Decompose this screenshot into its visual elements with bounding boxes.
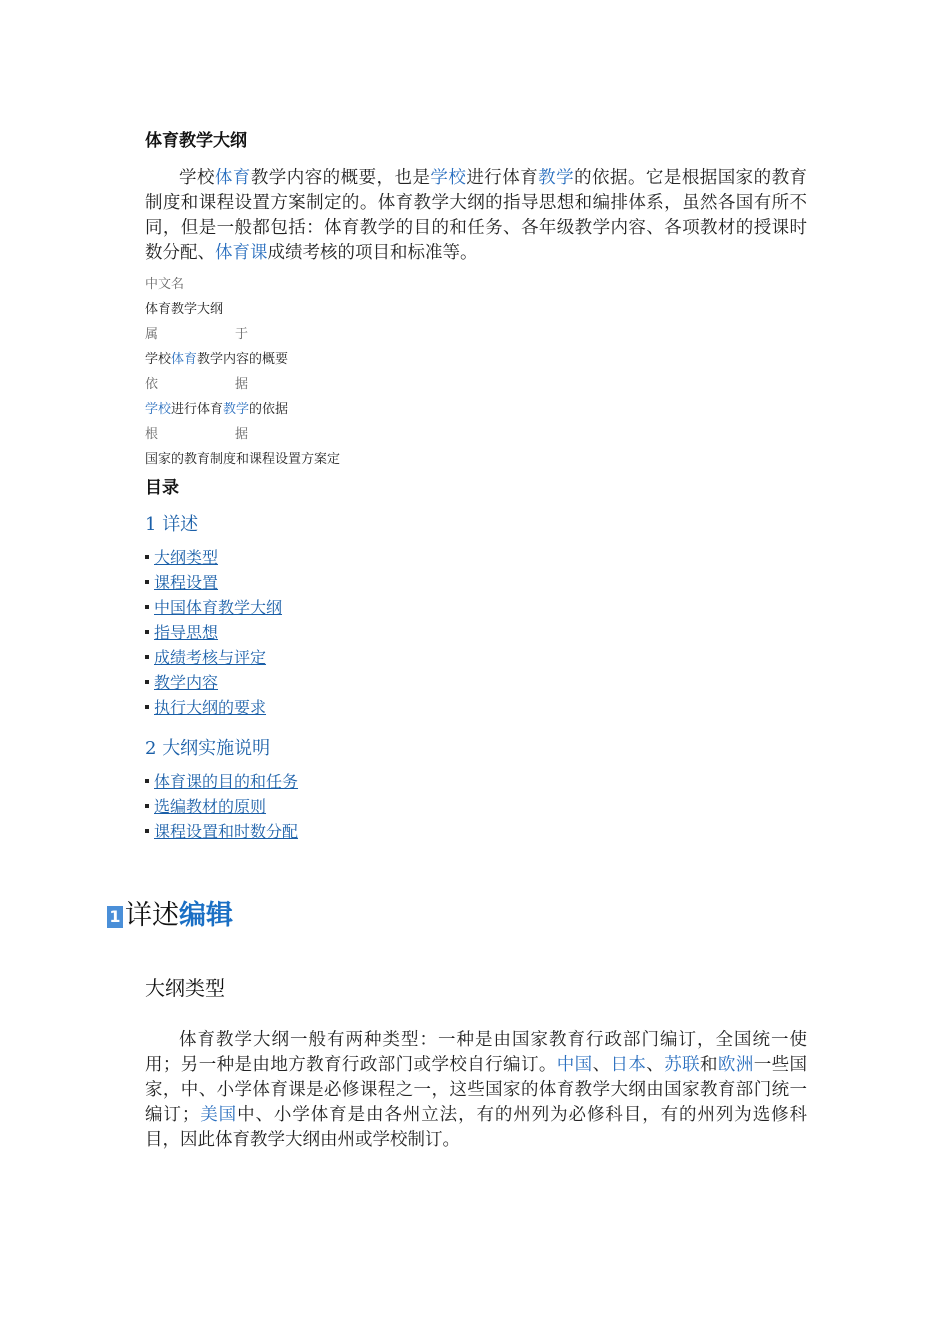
toc-link[interactable]: 选编教材的原则: [154, 797, 267, 816]
toc-link[interactable]: 成绩考核与评定: [154, 648, 267, 667]
link-usa[interactable]: 美国: [199, 1105, 238, 1125]
intro-text: 的依据。它是根据国家的教育制度和课程设置方案制定的。体育教学大纲的指导思想和编排体系，虽然各国有所不同，但是一般都包括：体育教学的目的和任务、各年级教学内容、各项教材的授课时数分配、: [145, 168, 808, 263]
toc-link[interactable]: 体育课的目的和任务: [154, 772, 299, 791]
link-tiyuke[interactable]: 体育课: [215, 243, 268, 263]
info-text: 学校: [145, 352, 172, 367]
info-text: 进行体育: [171, 402, 224, 417]
intro-text: 进行体育: [466, 168, 539, 188]
link-jiaoxue[interactable]: 教学: [538, 168, 575, 188]
toc-link[interactable]: 课程设置: [154, 573, 219, 592]
intro-text: 学校: [179, 168, 215, 188]
bullet-icon: [145, 829, 149, 833]
body-text: 、: [646, 1055, 665, 1075]
toc-section-2[interactable]: [145, 734, 270, 760]
body-text: 、: [592, 1055, 611, 1075]
link-tiyu[interactable]: 体育: [214, 168, 251, 188]
body-text: 中、小学体育是由各州立法，有的州列为必修科目，有的州列为选修科目，因此体育教学大纲由州或学校制订。: [145, 1105, 808, 1150]
page-title: 体育教学大纲: [145, 131, 247, 151]
info-key-char: 属: [145, 327, 159, 342]
info-key-char: 根: [145, 427, 159, 442]
info-value-belongs: [145, 351, 340, 376]
bullet-icon: [145, 555, 149, 559]
toc-item: [145, 547, 282, 572]
edit-link[interactable]: 编辑: [179, 900, 233, 931]
toc-item: [145, 796, 298, 821]
body-text: 和: [700, 1055, 718, 1075]
info-key-char: 据: [235, 427, 249, 442]
info-value-according: 国家的教育制度和课程设置方案定: [145, 452, 341, 467]
info-value-basis: [145, 401, 340, 426]
intro-text: 成绩考核的项目和标准等。: [267, 243, 478, 263]
bullet-icon: [145, 605, 149, 609]
bullet-icon: [145, 630, 149, 634]
toc-list-2: [145, 771, 298, 846]
toc-link[interactable]: 指导思想: [154, 623, 219, 642]
toc-title: 目录: [145, 478, 179, 498]
toc-section-label: 详述: [162, 514, 199, 535]
section-heading-1: [107, 893, 233, 932]
info-key-basis: [145, 376, 340, 401]
subsection-heading: 大纲类型: [145, 976, 225, 1000]
bullet-icon: [145, 779, 149, 783]
info-box: [145, 276, 340, 476]
link-soviet-union[interactable]: 苏联: [664, 1055, 701, 1075]
intro-text: 教学内容的概要，也是: [250, 168, 431, 188]
toc-link[interactable]: 大纲类型: [154, 548, 219, 567]
info-key-char: 依: [145, 377, 159, 392]
info-text: 的依据: [249, 402, 289, 417]
info-key-char: 于: [235, 327, 249, 342]
intro-paragraph: [145, 166, 807, 266]
toc-item: [145, 771, 298, 796]
section-number-badge: 1: [107, 906, 123, 928]
toc-item: [145, 647, 282, 672]
bullet-icon: [145, 580, 149, 584]
toc-item: [145, 597, 282, 622]
info-key-belongs: [145, 326, 340, 351]
link-jiaoxue[interactable]: 教学: [223, 402, 250, 417]
section-title: 详述: [125, 900, 179, 931]
bullet-icon: [145, 705, 149, 709]
toc-section-number: 2: [145, 738, 157, 759]
toc-list-1: [145, 547, 282, 722]
toc-item: [145, 622, 282, 647]
info-key-chinese-name: 中文名: [145, 277, 185, 292]
bullet-icon: [145, 804, 149, 808]
info-value-chinese-name: 体育教学大纲: [145, 302, 224, 317]
toc-link[interactable]: 中国体育教学大纲: [154, 598, 283, 617]
toc-link[interactable]: 课程设置和时数分配: [154, 822, 299, 841]
toc-item: [145, 572, 282, 597]
body-text: 体育教学大纲一般有两种类型：一种是由国家教育行政部门编订，全国统一使用；另一种是由地方教育行政部门或学校自行编订。: [145, 1030, 807, 1075]
link-xuexiao[interactable]: 学校: [430, 168, 467, 188]
toc-link[interactable]: 教学内容: [154, 673, 219, 692]
info-key-char: 据: [235, 377, 249, 392]
bullet-icon: [145, 655, 149, 659]
toc-item: [145, 672, 282, 697]
toc-section-number: 1: [145, 514, 157, 535]
bullet-icon: [145, 680, 149, 684]
info-key-according: [145, 426, 340, 451]
link-europe[interactable]: 欧洲: [717, 1055, 754, 1075]
toc-item: [145, 821, 298, 846]
toc-section-label: 大纲实施说明: [162, 738, 271, 759]
toc-link[interactable]: 执行大纲的要求: [154, 698, 267, 717]
link-xuexiao[interactable]: 学校: [145, 402, 172, 417]
body-text: 一些国家，中、小学体育课是必修课程之一，这些国家的体育教学大纲由国家教育部门统一编订；: [145, 1055, 808, 1125]
link-china[interactable]: 中国: [556, 1055, 593, 1075]
toc-item: [145, 697, 282, 722]
link-tiyu[interactable]: 体育: [171, 352, 198, 367]
link-japan[interactable]: 日本: [610, 1055, 647, 1075]
info-text: 教学内容的概要: [197, 352, 289, 367]
toc-section-1[interactable]: [145, 510, 198, 536]
subsection-paragraph: [145, 1028, 807, 1153]
